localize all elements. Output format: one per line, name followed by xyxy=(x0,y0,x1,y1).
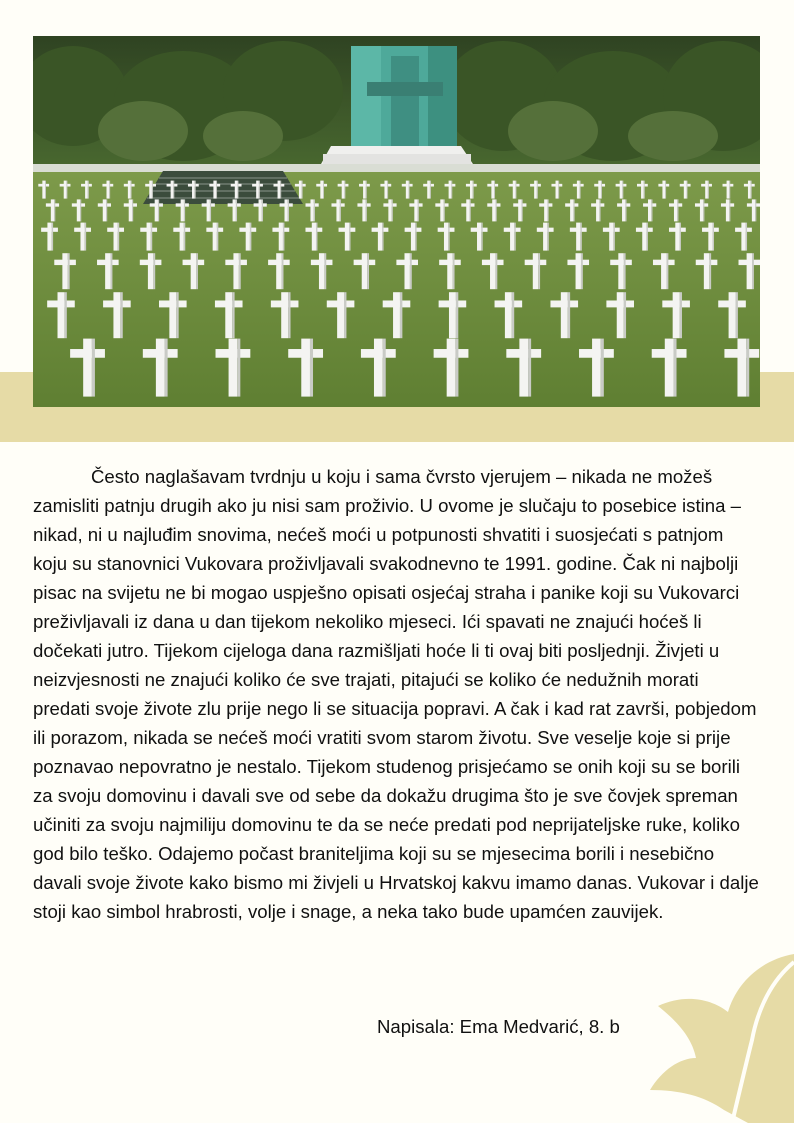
leaf-ornament-icon xyxy=(640,940,794,1123)
author-signature: Napisala: Ema Medvarić, 8. b xyxy=(377,1016,620,1037)
essay-body: Često naglašavam tvrdnju u koju i sama čvrsto vjerujem – nikada ne možeš zamisliti patnju drugih ako ju nisi sam proživio. U ovome je slučaju to posebice istina – nikad, ni u najluđim snovima, nećeš moći u potpunosti shvatiti i suosjećati s patnjom koju su stanovnici Vukovara proživljavali svakodnevno te 1991. godine. Čak ni najbolji pisac na svijetu ne bi mogao uspješno opisati osjećaj straha i panike koji su Vukovarci preživljavali iz dana u dan tijekom nekoliko mjeseci. Ići spavati ne znajući hoćeš li dočekati jutro. Tijekom cijeloga dana razmišljati hoće li ti ovaj biti posljednji. Živjeti u neizvjesnosti ne znajući koliko će sve trajati, pitajući se koliko će nedužnih morati predati svoje živote zlu prije nego li se situacija popravi. A čak i kad rat završi, pobjedom ili porazom, nikada se nećeš moći vratiti svom starom životu. Sve veselje koje si prije poznavao nepovratno je nestalo. Tijekom studenog prisjećamo se onih koji su se borili za svoju domovinu i davali sve od sebe da dokažu drugima što je sve čovjek spreman učiniti za svoju najmiliju domovinu te da se neće predati pod neprijateljske ruke, koliko god bilo teško. Odajemo počast braniteljima koji su se mjesecima borili i nesebično davali svoje živote kako bismo mi živjeli u Hrvatskoj kakvu imamo danas. Vukovar i dalje stoji kao simbol hrabrosti, volje i snage, a neka tako bude upamćen zauvijek. xyxy=(33,466,759,922)
cemetery-photo xyxy=(33,36,760,407)
monument-icon xyxy=(351,46,457,146)
essay-text xyxy=(33,462,759,926)
